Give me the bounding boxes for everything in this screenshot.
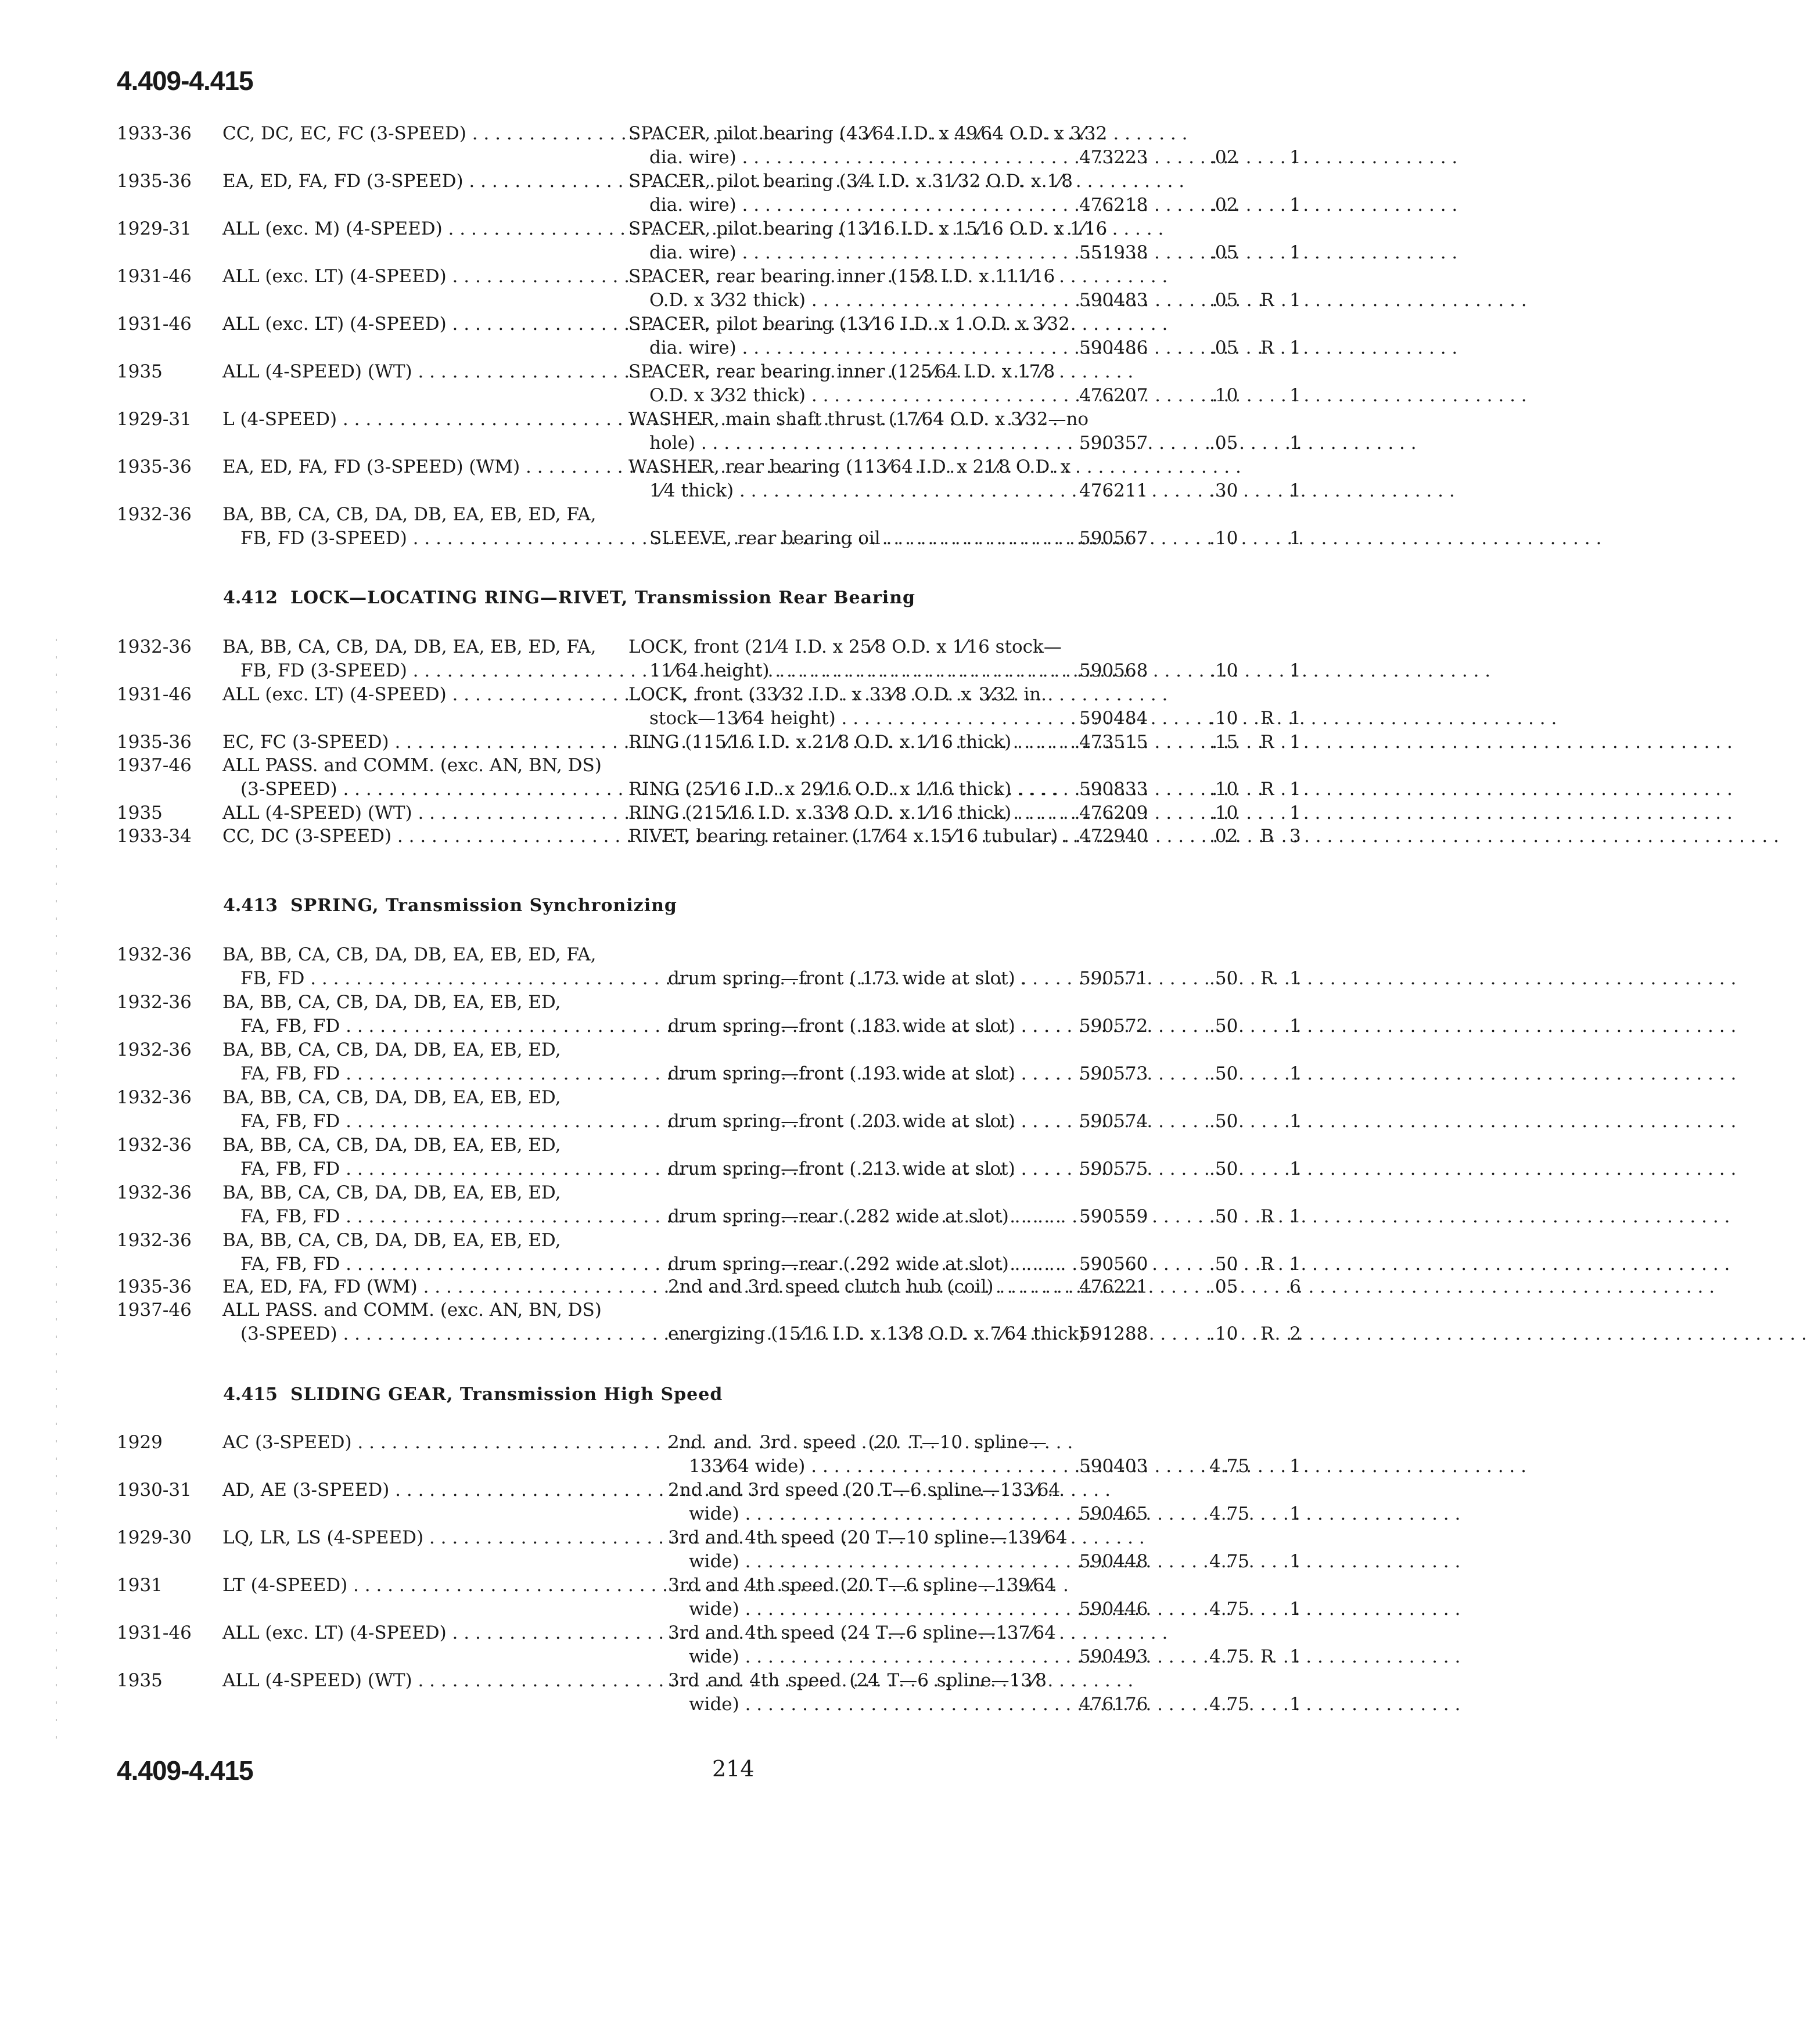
row-models: BA, BB, CA, CB, DA, DB, EA, EB, ED, bbox=[222, 1230, 561, 1251]
row-quantity: 2 bbox=[1289, 1323, 1301, 1344]
row-models: CC, DC (3-SPEED) . . . bbox=[222, 825, 600, 848]
row-part-number: 590483 bbox=[1079, 290, 1148, 311]
row-weight: .10 bbox=[1209, 708, 1238, 729]
row-weight: .02 bbox=[1209, 195, 1238, 215]
row-code bbox=[1260, 1062, 1284, 1085]
row-years: 1929 bbox=[117, 1432, 163, 1453]
row-description: wide) . . . bbox=[689, 1597, 1047, 1621]
row-weight: .10 bbox=[1209, 779, 1238, 800]
row-code: R bbox=[1260, 779, 1274, 800]
row-quantity: 1 bbox=[1289, 968, 1301, 989]
row-part-number: 590567 bbox=[1079, 528, 1148, 549]
row-models: L (4-SPEED) . . . bbox=[222, 408, 600, 431]
row-code bbox=[1260, 384, 1284, 407]
row-quantity: 1 bbox=[1289, 1551, 1301, 1572]
row-models: BA, BB, CA, CB, DA, DB, EA, EB, ED, bbox=[222, 1039, 561, 1060]
row-years: 1929-31 bbox=[117, 409, 192, 430]
row-models: EC, FC (3-SPEED) . . . bbox=[222, 730, 600, 754]
row-weight: 4.75 bbox=[1209, 1503, 1250, 1524]
row-weight: .02 bbox=[1209, 826, 1238, 847]
row-years: 1932-36 bbox=[117, 1230, 192, 1251]
row-years: 1937-46 bbox=[117, 755, 192, 776]
row-weight: .30 bbox=[1209, 480, 1238, 501]
row-years: 1932-36 bbox=[117, 944, 192, 965]
row-part-number: 590573 bbox=[1079, 1063, 1148, 1084]
row-code: R bbox=[1260, 1646, 1274, 1667]
row-models: LQ, LR, LS (4-SPEED) . . . bbox=[222, 1526, 600, 1549]
row-part-number: 590484 bbox=[1079, 708, 1148, 729]
row-part-number: 476207 bbox=[1079, 385, 1148, 406]
row-models: EA, ED, FA, FD (WM) . . . bbox=[222, 1275, 600, 1298]
row-part-number: 473515 bbox=[1079, 732, 1148, 753]
row-code bbox=[1260, 479, 1284, 502]
row-weight: .10 bbox=[1209, 660, 1238, 681]
row-quantity: 1 bbox=[1289, 1254, 1301, 1275]
section-number: 4.415 bbox=[223, 1384, 278, 1405]
row-weight: 4.75 bbox=[1209, 1694, 1250, 1715]
row-models: FA, FB, FD . . . bbox=[240, 1205, 618, 1228]
row-description: wide) . . . bbox=[689, 1645, 1047, 1668]
row-years: 1932-36 bbox=[117, 992, 192, 1013]
row-description: LOCK, front (33⁄32 I.D. x 33⁄8 O.D. x 3⁄32 in. bbox=[628, 684, 1047, 705]
row-models: BA, BB, CA, CB, DA, DB, EA, EB, ED, FA, bbox=[222, 944, 597, 965]
section-number: 4.412 bbox=[223, 588, 278, 608]
row-weight: .50 bbox=[1209, 1206, 1238, 1227]
row-description: dia. wire) . . . bbox=[649, 336, 1047, 359]
row-part-number: 590568 bbox=[1079, 660, 1148, 681]
row-description: dia. wire) . . . bbox=[649, 146, 1047, 169]
row-weight: .10 bbox=[1209, 803, 1238, 823]
row-weight: 4.75 bbox=[1209, 1646, 1250, 1667]
row-code bbox=[1260, 1550, 1284, 1573]
row-quantity: 1 bbox=[1289, 195, 1301, 215]
section-number: 4.413 bbox=[223, 895, 278, 916]
row-description: SPACER, pilot bearing (13⁄16 I.D. x 1 O.D. x 3⁄32 bbox=[628, 314, 1070, 334]
row-description: SPACER, rear bearing inner (125⁄64 I.D. x 17⁄8 bbox=[628, 361, 1055, 382]
row-part-number: 476176 bbox=[1079, 1694, 1148, 1715]
row-models: BA, BB, CA, CB, DA, DB, EA, EB, ED, bbox=[222, 992, 561, 1013]
row-quantity: 1 bbox=[1289, 528, 1301, 549]
row-years: 1931-46 bbox=[117, 684, 192, 705]
row-part-number: 590560 bbox=[1079, 1254, 1148, 1275]
row-part-number: 590493 bbox=[1079, 1646, 1148, 1667]
row-models: ALL (exc. LT) (4-SPEED) . . . bbox=[222, 312, 600, 336]
row-models: ALL (4-SPEED) (WT) . . . bbox=[222, 360, 600, 383]
row-weight: .05 bbox=[1209, 1276, 1238, 1297]
row-description: 3rd and 4th speed (20 T—10 spline—139⁄64 bbox=[668, 1527, 1068, 1548]
row-quantity: 1 bbox=[1289, 660, 1301, 681]
row-description: RING (215⁄16 I.D. x 33⁄8 O.D. x 1⁄16 thick) . . . bbox=[628, 801, 1047, 825]
row-description: 2nd and 3rd speed clutch hub (coil) . . . bbox=[668, 1275, 1047, 1298]
row-models: FA, FB, FD . . . bbox=[240, 1157, 618, 1181]
row-models: FA, FB, FD . . . bbox=[240, 1253, 618, 1276]
row-part-number: 476209 bbox=[1079, 803, 1148, 823]
page-footer-code: 4.409-4.415 bbox=[117, 1755, 253, 1786]
row-years: 1930-31 bbox=[117, 1480, 192, 1500]
row-models: CC, DC, EC, FC (3-SPEED) . . . bbox=[222, 122, 600, 145]
row-part-number: 476218 bbox=[1079, 195, 1148, 215]
row-description: O.D. x 3⁄32 thick) . . . bbox=[649, 289, 1047, 312]
row-code bbox=[1260, 241, 1284, 264]
row-models: ALL (exc. LT) (4-SPEED) . . . bbox=[222, 265, 600, 288]
row-models: ALL (exc. LT) (4-SPEED) . . . bbox=[222, 683, 600, 706]
row-weight: 4.75 bbox=[1209, 1551, 1250, 1572]
row-description: 3rd and 4th speed (24 T—6 spline—137⁄64 bbox=[668, 1622, 1056, 1643]
row-years: 1935 bbox=[117, 1670, 163, 1691]
row-weight: .15 bbox=[1209, 732, 1238, 753]
row-description: drum spring—front (.183 wide at slot) . . . bbox=[668, 1014, 1047, 1038]
row-years: 1931-46 bbox=[117, 1622, 192, 1643]
row-description: 3rd and 4th speed (20 T—6 spline—139⁄64 bbox=[668, 1575, 1056, 1596]
row-description: drum spring—front (.203 wide at slot) . . . bbox=[668, 1110, 1047, 1133]
row-part-number: 476211 bbox=[1079, 480, 1148, 501]
row-weight: 4.75 bbox=[1209, 1456, 1250, 1477]
row-years: 1935-36 bbox=[117, 171, 192, 192]
row-weight: .05 bbox=[1209, 433, 1238, 454]
row-weight: .10 bbox=[1209, 1323, 1238, 1344]
row-description: 2nd and 3rd speed (20 T—6 spline—133⁄64 bbox=[668, 1480, 1061, 1500]
row-code bbox=[1260, 1014, 1284, 1038]
row-description: O.D. x 3⁄32 thick) . . . bbox=[649, 384, 1047, 407]
row-code bbox=[1260, 1597, 1284, 1621]
row-quantity: 1 bbox=[1289, 779, 1301, 800]
row-description: drum spring—front (.213 wide at slot) . . . bbox=[668, 1157, 1047, 1181]
row-part-number: 591288 bbox=[1079, 1323, 1148, 1344]
row-part-number: 590357 bbox=[1079, 433, 1148, 454]
row-years: 1931-46 bbox=[117, 266, 192, 287]
row-years: 1935-36 bbox=[117, 732, 192, 753]
row-models: ALL (4-SPEED) (WT) . . . bbox=[222, 1669, 600, 1692]
row-description: 3rd and 4th speed (24 T—6 spline—13⁄8 bbox=[668, 1670, 1047, 1691]
row-part-number: 590559 bbox=[1079, 1206, 1148, 1227]
row-weight: .50 bbox=[1209, 968, 1238, 989]
row-years: 1932-36 bbox=[117, 1039, 192, 1060]
row-part-number: 590571 bbox=[1079, 968, 1148, 989]
row-part-number: 473223 bbox=[1079, 147, 1148, 168]
row-years: 1935-36 bbox=[117, 456, 192, 477]
row-models: BA, BB, CA, CB, DA, DB, EA, EB, ED, bbox=[222, 1135, 561, 1156]
row-quantity: 1 bbox=[1289, 242, 1301, 263]
row-code: B bbox=[1260, 826, 1274, 847]
row-quantity: 3 bbox=[1289, 826, 1301, 847]
row-quantity: 1 bbox=[1289, 147, 1301, 168]
row-description: energizing (15⁄16 I.D. x 13⁄8 O.D. x 7⁄64 thick) . . . bbox=[668, 1322, 1047, 1345]
row-quantity: 1 bbox=[1289, 337, 1301, 358]
row-weight: 4.75 bbox=[1209, 1599, 1250, 1620]
row-weight: .05 bbox=[1209, 290, 1238, 311]
row-models: ALL (exc. LT) (4-SPEED) . . . bbox=[222, 1621, 600, 1644]
row-description: WASHER, main shaft thrust (17⁄64 O.D. x 3⁄32—no bbox=[628, 409, 1089, 430]
section-name: SPRING, Transmission Synchronizing bbox=[290, 895, 677, 916]
row-code: R bbox=[1260, 1323, 1274, 1344]
row-description: RING (25⁄16 I.D. x 29⁄16 O.D. x 1⁄16 thick) . . . bbox=[628, 778, 1047, 801]
row-years: 1933-36 bbox=[117, 123, 192, 144]
row-weight: .50 bbox=[1209, 1016, 1238, 1037]
row-quantity: 1 bbox=[1289, 385, 1301, 406]
row-quantity: 1 bbox=[1289, 480, 1301, 501]
row-models: (3-SPEED) . . . bbox=[240, 778, 618, 801]
row-models: (3-SPEED) . . . bbox=[240, 1322, 618, 1345]
row-quantity: 1 bbox=[1289, 1206, 1301, 1227]
row-description: SPACER, pilot bearing (43⁄64 I.D. x 49⁄64 O.D. x 3⁄32 bbox=[628, 123, 1108, 144]
row-code bbox=[1260, 659, 1284, 682]
row-weight: .50 bbox=[1209, 1063, 1238, 1084]
row-weight: .50 bbox=[1209, 1158, 1238, 1179]
row-quantity: 1 bbox=[1289, 1016, 1301, 1037]
row-years: 1929-30 bbox=[117, 1527, 192, 1548]
row-code bbox=[1260, 1455, 1284, 1478]
row-models: AD, AE (3-SPEED) . . . bbox=[222, 1478, 600, 1502]
row-description: SPACER, rear bearing inner (15⁄8 I.D. x 111⁄16 bbox=[628, 266, 1055, 287]
row-models: ALL PASS. and COMM. (exc. AN, BN, DS) bbox=[222, 755, 602, 776]
row-description: wide) . . . bbox=[689, 1502, 1047, 1525]
row-description: RING (115⁄16 I.D. x 21⁄8 O.D. x 1⁄16 thick) . . . bbox=[628, 730, 1047, 754]
row-quantity: 1 bbox=[1289, 708, 1301, 729]
row-models: LT (4-SPEED) . . . bbox=[222, 1574, 600, 1597]
row-models: FA, FB, FD . . . bbox=[240, 1110, 618, 1133]
row-description: 1⁄4 thick) . . . bbox=[649, 479, 1047, 502]
row-code bbox=[1260, 527, 1284, 550]
row-quantity: 1 bbox=[1289, 1599, 1301, 1620]
row-part-number: 590575 bbox=[1079, 1158, 1148, 1179]
section-name: SLIDING GEAR, Transmission High Speed bbox=[290, 1384, 723, 1405]
row-description: drum spring—front (.173 wide at slot) . . . bbox=[668, 967, 1047, 990]
row-code: R bbox=[1260, 732, 1274, 753]
row-code: R bbox=[1260, 1254, 1274, 1275]
row-code bbox=[1260, 431, 1284, 455]
row-code bbox=[1260, 146, 1284, 169]
row-description: SLEEVE, rear bearing oil . . . bbox=[649, 527, 1047, 550]
row-models: BA, BB, CA, CB, DA, DB, EA, EB, ED, FA, bbox=[222, 636, 597, 657]
row-description: wide) . . . bbox=[689, 1693, 1047, 1716]
row-part-number: 590446 bbox=[1079, 1599, 1148, 1620]
row-code: R bbox=[1260, 708, 1274, 729]
row-part-number: 476221 bbox=[1079, 1276, 1148, 1297]
row-description: dia. wire) . . . bbox=[649, 193, 1047, 217]
row-models: BA, BB, CA, CB, DA, DB, EA, EB, ED, bbox=[222, 1182, 561, 1203]
row-models: FA, FB, FD . . . bbox=[240, 1014, 618, 1038]
row-description: hole) . . . bbox=[649, 431, 1047, 455]
row-years: 1935 bbox=[117, 361, 163, 382]
row-description: 2nd and 3rd speed (20 T—10 spline— bbox=[668, 1432, 1047, 1453]
page-header-code: 4.409-4.415 bbox=[117, 66, 253, 96]
row-code: R bbox=[1260, 290, 1274, 311]
row-description: wide) . . . bbox=[689, 1550, 1047, 1573]
row-code: R bbox=[1260, 337, 1274, 358]
row-models: BA, BB, CA, CB, DA, DB, EA, EB, ED, bbox=[222, 1087, 561, 1108]
row-years: 1932-36 bbox=[117, 1087, 192, 1108]
row-weight: .10 bbox=[1209, 385, 1238, 406]
row-code bbox=[1260, 1157, 1284, 1181]
row-code bbox=[1260, 801, 1284, 825]
row-models: FB, FD (3-SPEED) . . . bbox=[240, 527, 618, 550]
row-models: FB, FD . . . bbox=[240, 967, 618, 990]
row-part-number: 590572 bbox=[1079, 1016, 1148, 1037]
row-years: 1929-31 bbox=[117, 218, 192, 239]
row-models: EA, ED, FA, FD (3-SPEED) . . . bbox=[222, 170, 600, 193]
row-code bbox=[1260, 1275, 1284, 1298]
row-description: SPACER, pilot bearing (3⁄4 I.D. x 31⁄32 O.D. x 1⁄8 bbox=[628, 171, 1073, 192]
row-code bbox=[1260, 1502, 1284, 1525]
row-part-number: 551938 bbox=[1079, 242, 1148, 263]
row-description: 133⁄64 wide) . . . bbox=[689, 1455, 1047, 1478]
row-description: dia. wire) . . . bbox=[649, 241, 1047, 264]
row-years: 1931 bbox=[117, 1575, 163, 1596]
row-weight: .02 bbox=[1209, 147, 1238, 168]
row-weight: .05 bbox=[1209, 242, 1238, 263]
row-description: SPACER, pilot bearing (13⁄16 I.D. x 15⁄16 O.D. x 1⁄16 bbox=[628, 218, 1108, 239]
row-years: 1932-36 bbox=[117, 636, 192, 657]
row-description: stock—13⁄64 height) . . . bbox=[649, 707, 1047, 730]
row-code bbox=[1260, 1110, 1284, 1133]
row-description: drum spring—front (.193 wide at slot) . . . bbox=[668, 1062, 1047, 1085]
row-weight: .50 bbox=[1209, 1111, 1238, 1132]
row-quantity: 1 bbox=[1289, 1063, 1301, 1084]
row-quantity: 6 bbox=[1289, 1276, 1301, 1297]
row-quantity: 1 bbox=[1289, 433, 1301, 454]
row-quantity: 1 bbox=[1289, 1456, 1301, 1477]
row-part-number: 590465 bbox=[1079, 1503, 1148, 1524]
row-models: FB, FD (3-SPEED) . . . bbox=[240, 659, 618, 682]
row-part-number: 590448 bbox=[1079, 1551, 1148, 1572]
row-description: 11⁄64 height) . . . bbox=[649, 659, 1047, 682]
row-years: 1935-36 bbox=[117, 1276, 192, 1297]
page-number: 214 bbox=[712, 1756, 755, 1782]
row-quantity: 1 bbox=[1289, 290, 1301, 311]
row-code: R bbox=[1260, 968, 1274, 989]
row-models: EA, ED, FA, FD (3-SPEED) (WM) . . . bbox=[222, 455, 600, 478]
row-weight: .50 bbox=[1209, 1254, 1238, 1275]
row-description: LOCK, front (21⁄4 I.D. x 25⁄8 O.D. x 1⁄16 stock— bbox=[628, 636, 1062, 657]
row-part-number: 472940 bbox=[1079, 826, 1148, 847]
row-years: 1932-36 bbox=[117, 504, 192, 525]
row-code bbox=[1260, 1693, 1284, 1716]
row-models: BA, BB, CA, CB, DA, DB, EA, EB, ED, FA, bbox=[222, 504, 597, 525]
row-weight: .10 bbox=[1209, 528, 1238, 549]
row-description: drum spring—rear (.292 wide at slot) . . . bbox=[668, 1253, 1047, 1276]
row-part-number: 590833 bbox=[1079, 779, 1148, 800]
row-years: 1932-36 bbox=[117, 1135, 192, 1156]
row-models: AC (3-SPEED) . . . bbox=[222, 1431, 600, 1454]
row-models: ALL (4-SPEED) (WT) . . . bbox=[222, 801, 600, 825]
row-quantity: 1 bbox=[1289, 732, 1301, 753]
row-description: drum spring—rear (.282 wide at slot) . . . bbox=[668, 1205, 1047, 1228]
row-quantity: 1 bbox=[1289, 1158, 1301, 1179]
row-code: R bbox=[1260, 1206, 1274, 1227]
row-models: ALL PASS. and COMM. (exc. AN, BN, DS) bbox=[222, 1300, 602, 1320]
row-years: 1931-46 bbox=[117, 314, 192, 334]
row-years: 1932-36 bbox=[117, 1182, 192, 1203]
row-quantity: 1 bbox=[1289, 1646, 1301, 1667]
row-years: 1933-34 bbox=[117, 826, 192, 847]
row-years: 1935 bbox=[117, 803, 163, 823]
row-weight: .05 bbox=[1209, 337, 1238, 358]
row-quantity: 1 bbox=[1289, 1694, 1301, 1715]
row-code bbox=[1260, 193, 1284, 217]
section-name: LOCK—LOCATING RING—RIVET, Transmission Rear Bearing bbox=[290, 588, 915, 608]
row-years: 1937-46 bbox=[117, 1300, 192, 1320]
row-quantity: 1 bbox=[1289, 1503, 1301, 1524]
row-quantity: 1 bbox=[1289, 803, 1301, 823]
row-part-number: 590486 bbox=[1079, 337, 1148, 358]
row-models: ALL (exc. M) (4-SPEED) . . . bbox=[222, 217, 600, 240]
row-description: WASHER, rear bearing (113⁄64 I.D. x 21⁄8 O.D. x bbox=[628, 456, 1071, 477]
row-part-number: 590403 bbox=[1079, 1456, 1148, 1477]
row-part-number: 590574 bbox=[1079, 1111, 1148, 1132]
row-quantity: 1 bbox=[1289, 1111, 1301, 1132]
row-description: RIVET, bearing retainer (17⁄64 x 15⁄16 tubular) . . . bbox=[628, 825, 1047, 848]
row-models: FA, FB, FD . . . bbox=[240, 1062, 618, 1085]
